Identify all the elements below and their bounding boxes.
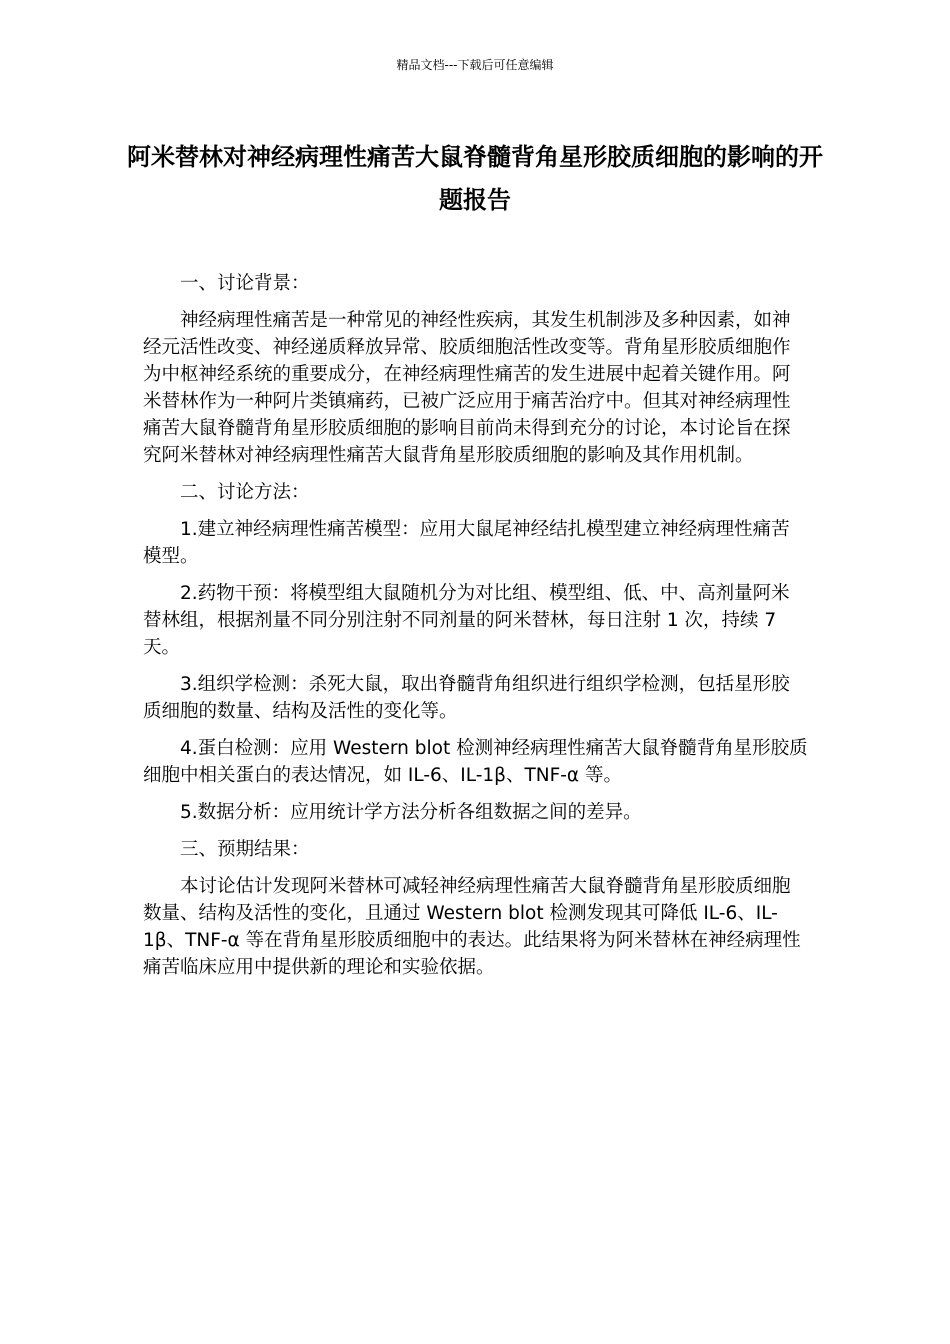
document-body xyxy=(143,270,808,991)
paragraph-method-1: 1.建立神经病理性痛苦模型：应用大鼠尾神经结扎模型建立神经病理性痛苦模型。 xyxy=(143,519,790,567)
paragraph-expected-results: 本讨论估计发现阿米替林可减轻神经病理性痛苦大鼠脊髓背角星形胶质细胞数量、结构及活性的变化，且通过 Western blot 检测发现其可降低 IL-6、IL-1β、TNF-α 等在背角星形胶质细胞中的表达。此结果将为阿米替林在神经病理性痛苦临床应用中提供新的理论和实验依据。 xyxy=(143,876,801,978)
paragraph-method-2: 2.药物干预：将模型组大鼠随机分为对比组、模型组、低、中、高剂量阿米替林组，根据剂量不同分别注射不同剂量的阿米替林，每日注射 1 次，持续 7 天。 xyxy=(143,583,790,658)
paragraph-method-4: 4.蛋白检测：应用 Western blot 检测神经病理性痛苦大鼠脊髓背角星形胶质细胞中相关蛋白的表达情况，如 IL-6、IL-1β、TNF-α 等。 xyxy=(143,738,808,786)
section-heading-results: 三、预期结果： xyxy=(180,839,310,860)
paragraph-method-5: 5.数据分析：应用统计学方法分析各组数据之间的差异。 xyxy=(180,802,642,823)
section-heading-background: 一、讨论背景： xyxy=(180,273,310,294)
section-heading-methods: 二、讨论方法： xyxy=(180,482,310,503)
page-header-note: 精品文档---下载后可任意编辑 xyxy=(396,58,554,72)
document-title: 阿米替林对神经病理性痛苦大鼠脊髓背角星形胶质细胞的影响的开题报告 xyxy=(127,143,823,214)
paragraph-method-3: 3.组织学检测：杀死大鼠，取出脊髓背角组织进行组织学检测，包括星形胶质细胞的数量、结构及活性的变化等。 xyxy=(143,674,790,722)
paragraph-background: 神经病理性痛苦是一种常见的神经性疾病，其发生机制涉及多种因素，如神经元活性改变、神经递质释放异常、胶质细胞活性改变等。背角星形胶质细胞作为中枢神经系统的重要成分，在神经病理性痛苦的发生进展中起着关键作用。阿米替林作为一种阿片类镇痛药，已被广泛应用于痛苦治疗中。但其对神经病理性痛苦大鼠脊髓背角星形胶质细胞的影响目前尚未得到充分的讨论，本讨论旨在探究阿米替林对神经病理性痛苦大鼠背角星形胶质细胞的影响及其作用机制。 xyxy=(143,310,791,466)
